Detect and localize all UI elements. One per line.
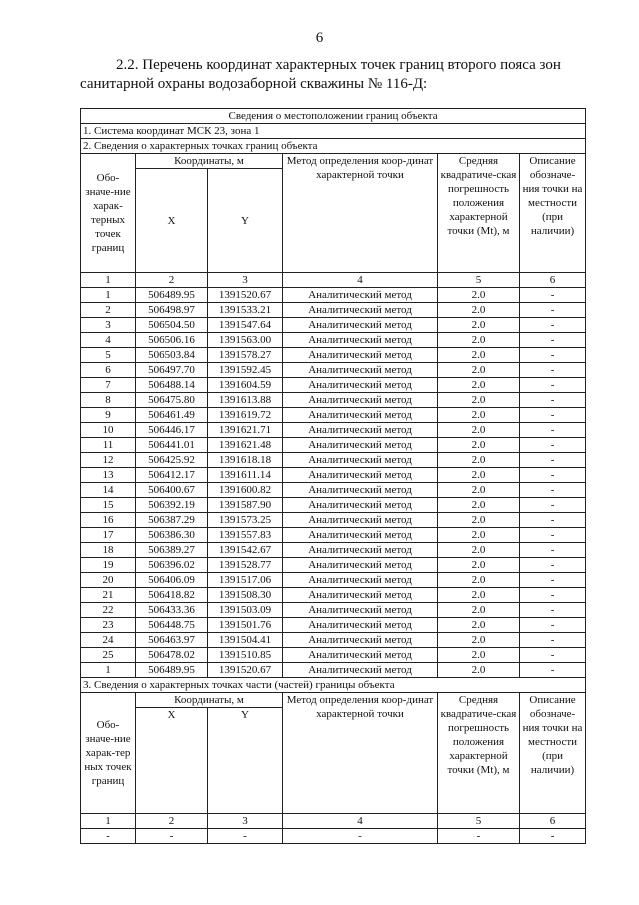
header-error: Средняя квадратиче-ская погрешность положения характерной точки (Mt), м xyxy=(438,154,520,273)
description: - xyxy=(520,483,586,498)
coord-x: 506448.75 xyxy=(136,618,208,633)
table-row xyxy=(81,513,586,528)
method: Аналитический метод xyxy=(283,648,438,663)
col-num: 4 xyxy=(283,273,438,288)
point-number: 1 xyxy=(81,288,136,303)
error: 2.0 xyxy=(438,363,520,378)
coord-y: 1391611.14 xyxy=(208,468,283,483)
method: Аналитический метод xyxy=(283,378,438,393)
coord-x: 506446.17 xyxy=(136,423,208,438)
error: 2.0 xyxy=(438,423,520,438)
point-number: 7 xyxy=(81,378,136,393)
method: Аналитический метод xyxy=(283,498,438,513)
col-num: 2 xyxy=(136,273,208,288)
point-number: 21 xyxy=(81,588,136,603)
cell: - xyxy=(520,829,586,844)
description: - xyxy=(520,393,586,408)
description: - xyxy=(520,603,586,618)
method: Аналитический метод xyxy=(283,393,438,408)
error: 2.0 xyxy=(438,633,520,648)
point-number: 5 xyxy=(81,348,136,363)
error: 2.0 xyxy=(438,408,520,423)
cell: - xyxy=(136,829,208,844)
col-num: 2 xyxy=(136,814,208,829)
error: 2.0 xyxy=(438,528,520,543)
table-row xyxy=(81,438,586,453)
table-row xyxy=(81,573,586,588)
coord-x: 506392.19 xyxy=(136,498,208,513)
point-number: 11 xyxy=(81,438,136,453)
point-number: 9 xyxy=(81,408,136,423)
error: 2.0 xyxy=(438,543,520,558)
point-number: 6 xyxy=(81,363,136,378)
method: Аналитический метод xyxy=(283,288,438,303)
description: - xyxy=(520,573,586,588)
coord-y: 1391619.72 xyxy=(208,408,283,423)
coord-y: 1391542.67 xyxy=(208,543,283,558)
point-number: 4 xyxy=(81,333,136,348)
coord-y: 1391520.67 xyxy=(208,663,283,678)
coord-x: 506425.92 xyxy=(136,453,208,468)
description: - xyxy=(520,528,586,543)
coord-y: 1391503.09 xyxy=(208,603,283,618)
error: 2.0 xyxy=(438,483,520,498)
description: - xyxy=(520,408,586,423)
s3-empty-row xyxy=(81,829,586,844)
point-number: 1 xyxy=(81,663,136,678)
s3-header-error: Средняя квадратиче-ская погрешность положения характерной точки (Mt), м xyxy=(438,693,520,814)
method: Аналитический метод xyxy=(283,543,438,558)
coord-x: 506489.95 xyxy=(136,288,208,303)
description: - xyxy=(520,468,586,483)
description: - xyxy=(520,633,586,648)
column-numbers-row xyxy=(81,273,586,288)
table-row xyxy=(81,543,586,558)
point-number: 23 xyxy=(81,618,136,633)
point-number: 14 xyxy=(81,483,136,498)
description: - xyxy=(520,378,586,393)
table-row xyxy=(81,633,586,648)
coord-x: 506387.29 xyxy=(136,513,208,528)
table-row xyxy=(81,603,586,618)
point-number: 24 xyxy=(81,633,136,648)
document-heading: 2.2. Перечень координат характерных точек границ второго пояса зон санитарной охраны водозаборной скважины № 116-Д: xyxy=(80,57,561,92)
method: Аналитический метод xyxy=(283,483,438,498)
col-num: 1 xyxy=(81,814,136,829)
header-method: Метод определения коор-динат характерной точки xyxy=(283,154,438,273)
error: 2.0 xyxy=(438,438,520,453)
description: - xyxy=(520,588,586,603)
table-row xyxy=(81,333,586,348)
error: 2.0 xyxy=(438,513,520,528)
error: 2.0 xyxy=(438,393,520,408)
coord-x: 506389.27 xyxy=(136,543,208,558)
error: 2.0 xyxy=(438,288,520,303)
method: Аналитический метод xyxy=(283,573,438,588)
error: 2.0 xyxy=(438,348,520,363)
description: - xyxy=(520,438,586,453)
col-num: 5 xyxy=(438,814,520,829)
point-number: 20 xyxy=(81,573,136,588)
method: Аналитический метод xyxy=(283,588,438,603)
table-row xyxy=(81,588,586,603)
coord-y: 1391563.00 xyxy=(208,333,283,348)
cell: - xyxy=(283,829,438,844)
method: Аналитический метод xyxy=(283,363,438,378)
method: Аналитический метод xyxy=(283,348,438,363)
error: 2.0 xyxy=(438,303,520,318)
table-row xyxy=(81,483,586,498)
coord-y: 1391604.59 xyxy=(208,378,283,393)
coord-y: 1391587.90 xyxy=(208,498,283,513)
col-num: 3 xyxy=(208,273,283,288)
point-number: 10 xyxy=(81,423,136,438)
point-number: 17 xyxy=(81,528,136,543)
coord-y: 1391557.83 xyxy=(208,528,283,543)
error: 2.0 xyxy=(438,573,520,588)
point-number: 15 xyxy=(81,498,136,513)
col-num: 6 xyxy=(520,273,586,288)
s3-header-x: X xyxy=(136,708,208,814)
s3-column-numbers-row xyxy=(81,814,586,829)
description: - xyxy=(520,663,586,678)
table-row xyxy=(81,498,586,513)
coord-y: 1391618.18 xyxy=(208,453,283,468)
table-row xyxy=(81,408,586,423)
error: 2.0 xyxy=(438,333,520,348)
coord-x: 506497.70 xyxy=(136,363,208,378)
coord-y: 1391613.88 xyxy=(208,393,283,408)
coord-x: 506396.02 xyxy=(136,558,208,573)
coord-x: 506478.02 xyxy=(136,648,208,663)
error: 2.0 xyxy=(438,378,520,393)
table-row xyxy=(81,453,586,468)
table-row xyxy=(81,663,586,678)
error: 2.0 xyxy=(438,663,520,678)
error: 2.0 xyxy=(438,588,520,603)
table-row xyxy=(81,288,586,303)
coord-x: 506463.97 xyxy=(136,633,208,648)
point-number: 16 xyxy=(81,513,136,528)
col-num: 3 xyxy=(208,814,283,829)
table-row xyxy=(81,393,586,408)
description: - xyxy=(520,513,586,528)
coord-system: 1. Система координат МСК 23, зона 1 xyxy=(81,124,586,139)
s3-header-method: Метод определения коор-динат характерной точки xyxy=(283,693,438,814)
error: 2.0 xyxy=(438,618,520,633)
method: Аналитический метод xyxy=(283,633,438,648)
point-number: 12 xyxy=(81,453,136,468)
coordinates-table xyxy=(80,108,586,844)
coord-y: 1391621.48 xyxy=(208,438,283,453)
coord-x: 506418.82 xyxy=(136,588,208,603)
description: - xyxy=(520,348,586,363)
coord-x: 506433.36 xyxy=(136,603,208,618)
coord-y: 1391578.27 xyxy=(208,348,283,363)
coord-y: 1391592.45 xyxy=(208,363,283,378)
coord-y: 1391501.76 xyxy=(208,618,283,633)
coord-x: 506461.49 xyxy=(136,408,208,423)
coord-x: 506441.01 xyxy=(136,438,208,453)
description: - xyxy=(520,558,586,573)
point-number: 3 xyxy=(81,318,136,333)
point-number: 19 xyxy=(81,558,136,573)
coord-x: 506504.50 xyxy=(136,318,208,333)
coord-y: 1391573.25 xyxy=(208,513,283,528)
col-num: 1 xyxy=(81,273,136,288)
method: Аналитический метод xyxy=(283,558,438,573)
error: 2.0 xyxy=(438,468,520,483)
method: Аналитический метод xyxy=(283,618,438,633)
header-x: X xyxy=(136,169,208,273)
method: Аналитический метод xyxy=(283,423,438,438)
table-row xyxy=(81,558,586,573)
coord-y: 1391517.06 xyxy=(208,573,283,588)
method: Аналитический метод xyxy=(283,603,438,618)
s3-header-coords: Координаты, м xyxy=(136,693,283,708)
table-row xyxy=(81,378,586,393)
coord-x: 506488.14 xyxy=(136,378,208,393)
table-row xyxy=(81,648,586,663)
method: Аналитический метод xyxy=(283,468,438,483)
header-designation: Обо-значе-ние харак-терных точек границ xyxy=(81,154,136,273)
cell: - xyxy=(81,829,136,844)
table-row xyxy=(81,468,586,483)
description: - xyxy=(520,648,586,663)
method: Аналитический метод xyxy=(283,333,438,348)
description: - xyxy=(520,333,586,348)
method: Аналитический метод xyxy=(283,663,438,678)
method: Аналитический метод xyxy=(283,318,438,333)
section2-title: 2. Сведения о характерных точках границ объекта xyxy=(81,139,586,154)
error: 2.0 xyxy=(438,558,520,573)
error: 2.0 xyxy=(438,453,520,468)
coord-x: 506503.84 xyxy=(136,348,208,363)
coord-y: 1391510.85 xyxy=(208,648,283,663)
error: 2.0 xyxy=(438,603,520,618)
header-coords: Координаты, м xyxy=(136,154,283,169)
coord-x: 506489.95 xyxy=(136,663,208,678)
table-row xyxy=(81,363,586,378)
description: - xyxy=(520,543,586,558)
col-num: 5 xyxy=(438,273,520,288)
method: Аналитический метод xyxy=(283,453,438,468)
coord-x: 506506.16 xyxy=(136,333,208,348)
header-y: Y xyxy=(208,169,283,273)
description: - xyxy=(520,498,586,513)
header-description: Описание обозначе-ния точки на местности (при наличии) xyxy=(520,154,586,273)
table-row xyxy=(81,423,586,438)
coord-y: 1391520.67 xyxy=(208,288,283,303)
table-row xyxy=(81,618,586,633)
description: - xyxy=(520,303,586,318)
coord-y: 1391533.21 xyxy=(208,303,283,318)
s3-header-y: Y xyxy=(208,708,283,814)
section3-title: 3. Сведения о характерных точках части (частей) границы объекта xyxy=(81,678,586,693)
description: - xyxy=(520,363,586,378)
table-title: Сведения о местоположении границ объекта xyxy=(81,109,586,124)
coord-x: 506400.67 xyxy=(136,483,208,498)
table-row xyxy=(81,318,586,333)
description: - xyxy=(520,453,586,468)
description: - xyxy=(520,423,586,438)
method: Аналитический метод xyxy=(283,528,438,543)
error: 2.0 xyxy=(438,648,520,663)
method: Аналитический метод xyxy=(283,408,438,423)
s3-header-description: Описание обозначе-ния точки на местности (при наличии) xyxy=(520,693,586,814)
coord-x: 506475.80 xyxy=(136,393,208,408)
coord-y: 1391528.77 xyxy=(208,558,283,573)
table-row xyxy=(81,348,586,363)
coord-y: 1391547.64 xyxy=(208,318,283,333)
description: - xyxy=(520,318,586,333)
s3-header-designation: Обо-значе-ние харак-тер ных точек границ xyxy=(81,693,136,814)
method: Аналитический метод xyxy=(283,438,438,453)
page-number: 6 xyxy=(315,30,324,46)
point-number: 18 xyxy=(81,543,136,558)
col-num: 4 xyxy=(283,814,438,829)
point-number: 25 xyxy=(81,648,136,663)
cell: - xyxy=(438,829,520,844)
coord-x: 506406.09 xyxy=(136,573,208,588)
coord-y: 1391600.82 xyxy=(208,483,283,498)
error: 2.0 xyxy=(438,498,520,513)
point-number: 8 xyxy=(81,393,136,408)
description: - xyxy=(520,288,586,303)
coord-x: 506498.97 xyxy=(136,303,208,318)
error: 2.0 xyxy=(438,318,520,333)
point-number: 2 xyxy=(81,303,136,318)
method: Аналитический метод xyxy=(283,513,438,528)
col-num: 6 xyxy=(520,814,586,829)
cell: - xyxy=(208,829,283,844)
coord-y: 1391508.30 xyxy=(208,588,283,603)
coord-y: 1391621.71 xyxy=(208,423,283,438)
table-row xyxy=(81,528,586,543)
coord-x: 506412.17 xyxy=(136,468,208,483)
description: - xyxy=(520,618,586,633)
method: Аналитический метод xyxy=(283,303,438,318)
table-row xyxy=(81,303,586,318)
coord-x: 506386.30 xyxy=(136,528,208,543)
coord-y: 1391504.41 xyxy=(208,633,283,648)
point-number: 13 xyxy=(81,468,136,483)
point-number: 22 xyxy=(81,603,136,618)
